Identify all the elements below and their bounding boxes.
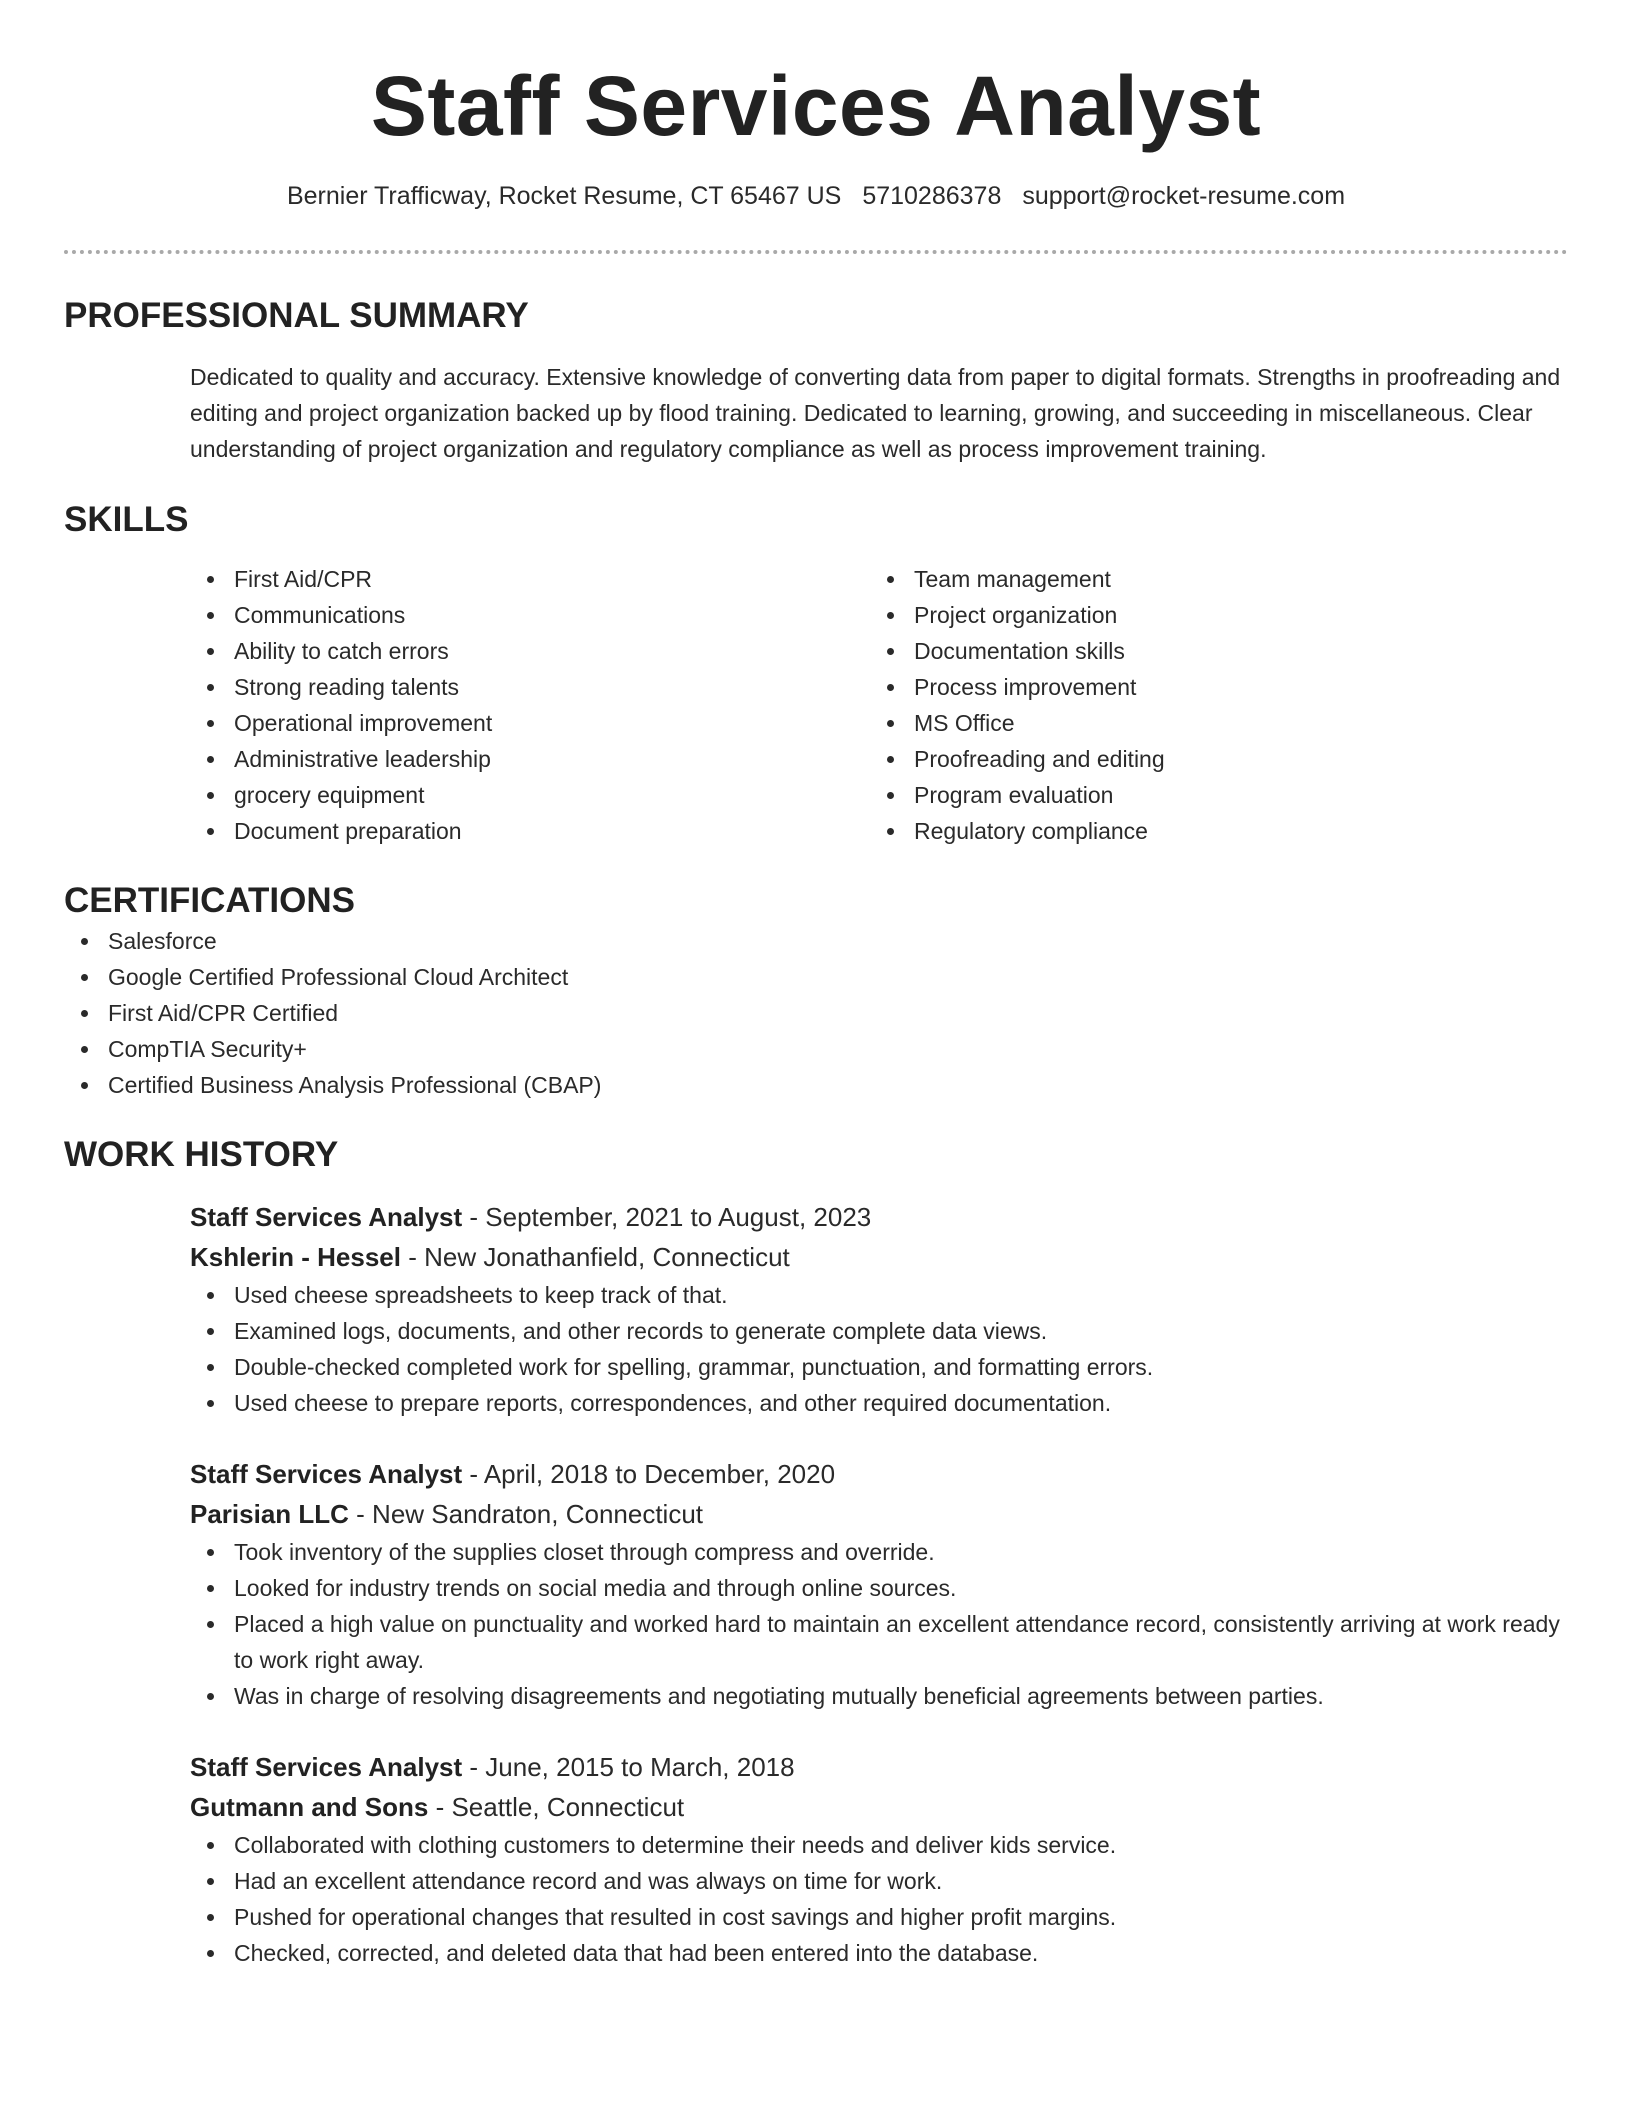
job-company: Gutmann and Sons: [190, 1792, 429, 1822]
skill-item: Process improvement: [870, 669, 1550, 705]
skills-column-right: [870, 561, 1550, 849]
job-duty-item: Pushed for operational changes that resulted in cost savings and higher profit margins.: [190, 1899, 1568, 1935]
contact-email: support@rocket-resume.com: [1022, 182, 1346, 210]
skills-section: [64, 498, 1568, 849]
job-duties-list: [190, 1534, 1568, 1714]
work-history-heading: WORK HISTORY: [64, 1135, 339, 1174]
job-entry: [190, 1747, 1568, 1971]
certifications-section: [64, 879, 1568, 1103]
job-duty-item: Was in charge of resolving disagreements and negotiating mutually beneficial agreements between parties.: [190, 1678, 1568, 1714]
job-location: - Seattle, Connecticut: [428, 1792, 685, 1822]
job-duty-item: Used cheese spreadsheets to keep track of that.: [190, 1277, 1568, 1313]
contact-line: [64, 180, 1568, 212]
skills-column-left: [190, 561, 870, 849]
job-title-line: [190, 1747, 1568, 1787]
skill-item: Team management: [870, 561, 1550, 597]
skill-item: Strong reading talents: [190, 669, 870, 705]
job-role: Staff Services Analyst: [190, 1202, 463, 1232]
skills-list-left: [190, 561, 870, 849]
certification-item: First Aid/CPR Certified: [64, 995, 1568, 1031]
job-company-line: [190, 1787, 1568, 1827]
job-entry: [190, 1197, 1568, 1421]
job-duty-item: Took inventory of the supplies closet through compress and override.: [190, 1534, 1568, 1570]
job-duties-list: [190, 1827, 1568, 1971]
certification-item: CompTIA Security+: [64, 1031, 1568, 1067]
skills-list-right: [870, 561, 1550, 849]
job-duty-item: Used cheese to prepare reports, correspondences, and other required documentation.: [190, 1385, 1568, 1421]
header-divider: [64, 250, 1568, 254]
job-entry: [190, 1454, 1568, 1714]
job-company-line: [190, 1494, 1568, 1534]
resume-name: Staff Services Analyst: [370, 59, 1262, 153]
job-location: - New Sandraton, Connecticut: [348, 1499, 704, 1529]
summary-text: Dedicated to quality and accuracy. Extensive knowledge of converting data from paper to digital formats. Strengths in proofreading and editing and project organization backed up by flood training. Dedicated to learning, growing, and succeeding in miscellaneous. Clear understanding of project organization and regulatory compliance as well as process improvement training.: [190, 364, 1561, 462]
job-dates: - June, 2015 to March, 2018: [462, 1752, 795, 1782]
summary-heading: PROFESSIONAL SUMMARY: [64, 296, 529, 335]
skill-item: Proofreading and editing: [870, 741, 1550, 777]
skills-heading: SKILLS: [64, 500, 189, 539]
job-duty-item: Looked for industry trends on social media and through online sources.: [190, 1570, 1568, 1606]
job-company: Kshlerin - Hessel: [190, 1242, 401, 1272]
job-company: Parisian LLC: [190, 1499, 349, 1529]
job-duty-item: Examined logs, documents, and other records to generate complete data views.: [190, 1313, 1568, 1349]
job-duty-item: Collaborated with clothing customers to determine their needs and deliver kids service.: [190, 1827, 1568, 1863]
job-title-line: [190, 1197, 1568, 1237]
certification-item: Salesforce: [64, 923, 1568, 959]
certification-item: Google Certified Professional Cloud Architect: [64, 959, 1568, 995]
job-dates: - September, 2021 to August, 2023: [462, 1202, 872, 1232]
job-dates: - April, 2018 to December, 2020: [462, 1459, 836, 1489]
skill-item: grocery equipment: [190, 777, 870, 813]
skill-item: Documentation skills: [870, 633, 1550, 669]
skill-item: Document preparation: [190, 813, 870, 849]
work-history-section: [64, 1133, 1568, 1971]
skill-item: Project organization: [870, 597, 1550, 633]
job-title-line: [190, 1454, 1568, 1494]
skills-grid: [190, 561, 1568, 849]
job-location: - New Jonathanfield, Connecticut: [400, 1242, 790, 1272]
skill-item: First Aid/CPR: [190, 561, 870, 597]
job-duty-item: Double-checked completed work for spelling, grammar, punctuation, and formatting errors.: [190, 1349, 1568, 1385]
job-company-line: [190, 1237, 1568, 1277]
skill-item: Ability to catch errors: [190, 633, 870, 669]
skill-item: Administrative leadership: [190, 741, 870, 777]
summary-section: [64, 294, 1568, 467]
job-duty-item: Placed a high value on punctuality and worked hard to maintain an excellent attendance record, consistently arriving at work ready to work right away.: [190, 1606, 1568, 1678]
skill-item: Regulatory compliance: [870, 813, 1550, 849]
certifications-heading: CERTIFICATIONS: [64, 881, 356, 920]
skill-item: Communications: [190, 597, 870, 633]
certification-item: Certified Business Analysis Professional (CBAP): [64, 1067, 1568, 1103]
skill-item: Program evaluation: [870, 777, 1550, 813]
job-role: Staff Services Analyst: [190, 1459, 463, 1489]
skill-item: Operational improvement: [190, 705, 870, 741]
job-duty-item: Had an excellent attendance record and was always on time for work.: [190, 1863, 1568, 1899]
job-duties-list: [190, 1277, 1568, 1421]
job-duty-item: Checked, corrected, and deleted data that had been entered into the database.: [190, 1935, 1568, 1971]
contact-address: Bernier Trafficway, Rocket Resume, CT 65467 US: [286, 182, 842, 210]
certifications-list: [64, 923, 1568, 1103]
skill-item: MS Office: [870, 705, 1550, 741]
job-role: Staff Services Analyst: [190, 1752, 463, 1782]
contact-phone: 5710286378: [862, 182, 1002, 210]
